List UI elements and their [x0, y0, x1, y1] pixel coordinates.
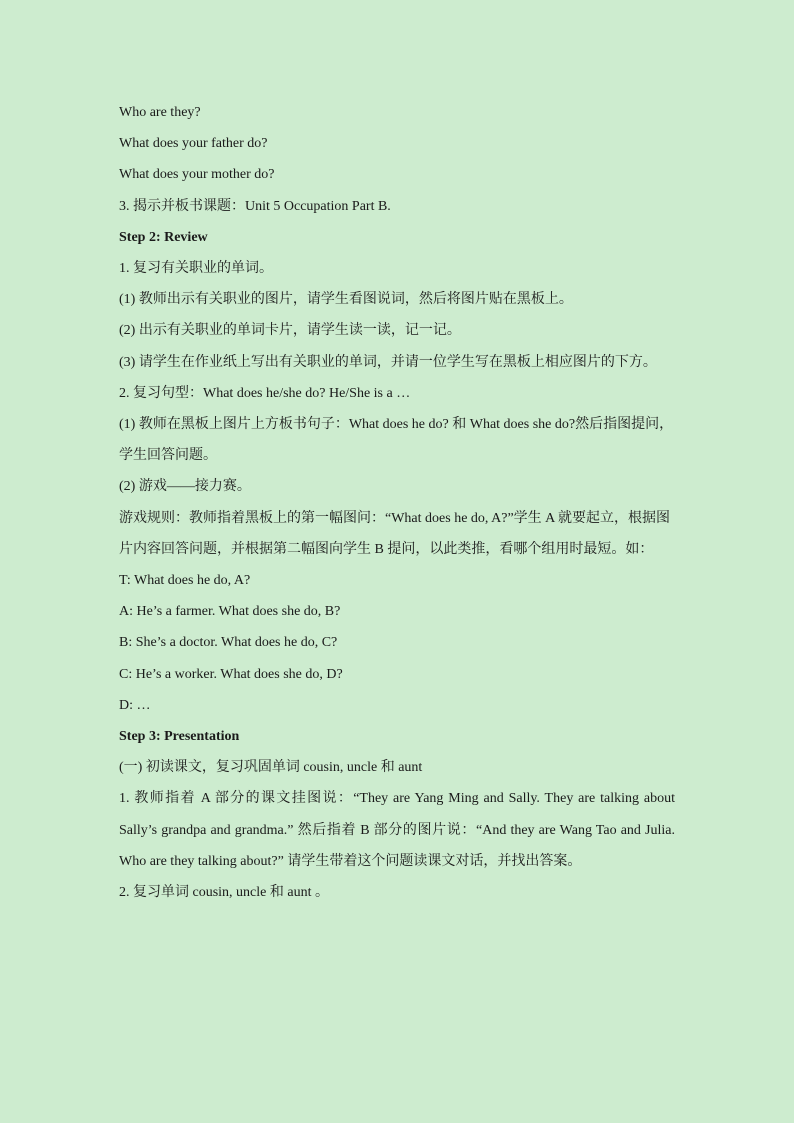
step2-heading: Step 2: Review [119, 229, 208, 245]
document-body [119, 97, 675, 908]
dialogue-c: C: He’s a worker. What does she do, D? [119, 666, 343, 682]
presentation-item2: 2. 复习单词 cousin, uncle 和 aunt 。 [119, 885, 329, 901]
review-item2: 2. 复习句型：What does he/she do? He/She is a … [119, 385, 411, 401]
review-item2-sub1: (1) 教师在黑板上图片上方板书句子：What does he do? 和 What does she do?然后指图提问，学生回答问题。 [119, 417, 674, 464]
game-rules: 游戏规则：教师指着黑板上的第一幅图问：“What does he do, A?”学生 A 就要起立，根据图片内容回答问题，并根据第二幅图向学生 B 提问，以此类推，看哪个组用时最短。如： [119, 510, 671, 557]
review-item1-sub2: (2) 出示有关职业的单词卡片，请学生读一读，记一记。 [119, 323, 461, 339]
dialogue-t: T: What does he do, A? [119, 573, 251, 589]
dialogue-d: D: … [119, 697, 151, 713]
presentation-part1: (一) 初读课文，复习巩固单词 cousin, uncle 和 aunt [119, 760, 423, 776]
dialogue-a: A: He’s a farmer. What does she do, B? [119, 604, 341, 620]
step1-item3: 3. 揭示并板书课题：Unit 5 Occupation Part B. [119, 198, 391, 214]
question-father: What does your father do? [119, 136, 268, 152]
review-item1: 1. 复习有关职业的单词。 [119, 261, 273, 277]
review-item1-sub3: (3) 请学生在作业纸上写出有关职业的单词，并请一位学生写在黑板上相应图片的下方。 [119, 354, 657, 370]
presentation-item1: 1. 教师指着 A 部分的课文挂图说：“They are Yang Ming and Sally. They are talking about Sally’s grandpa and grandma.” 然后指着 B 部分的图片说：“And they are Wang Tao and Julia. Who are they talking about?” 请学生带着这个问题读课文对话，并找出答案。 [119, 791, 675, 869]
review-item2-sub2: (2) 游戏——接力赛。 [119, 479, 251, 495]
review-item1-sub1: (1) 教师出示有关职业的图片，请学生看图说词，然后将图片贴在黑板上。 [119, 292, 573, 308]
step3-heading: Step 3: Presentation [119, 729, 240, 745]
question-who: Who are they? [119, 105, 201, 120]
dialogue-b: B: She’s a doctor. What does he do, C? [119, 635, 338, 651]
question-mother: What does your mother do? [119, 167, 275, 183]
